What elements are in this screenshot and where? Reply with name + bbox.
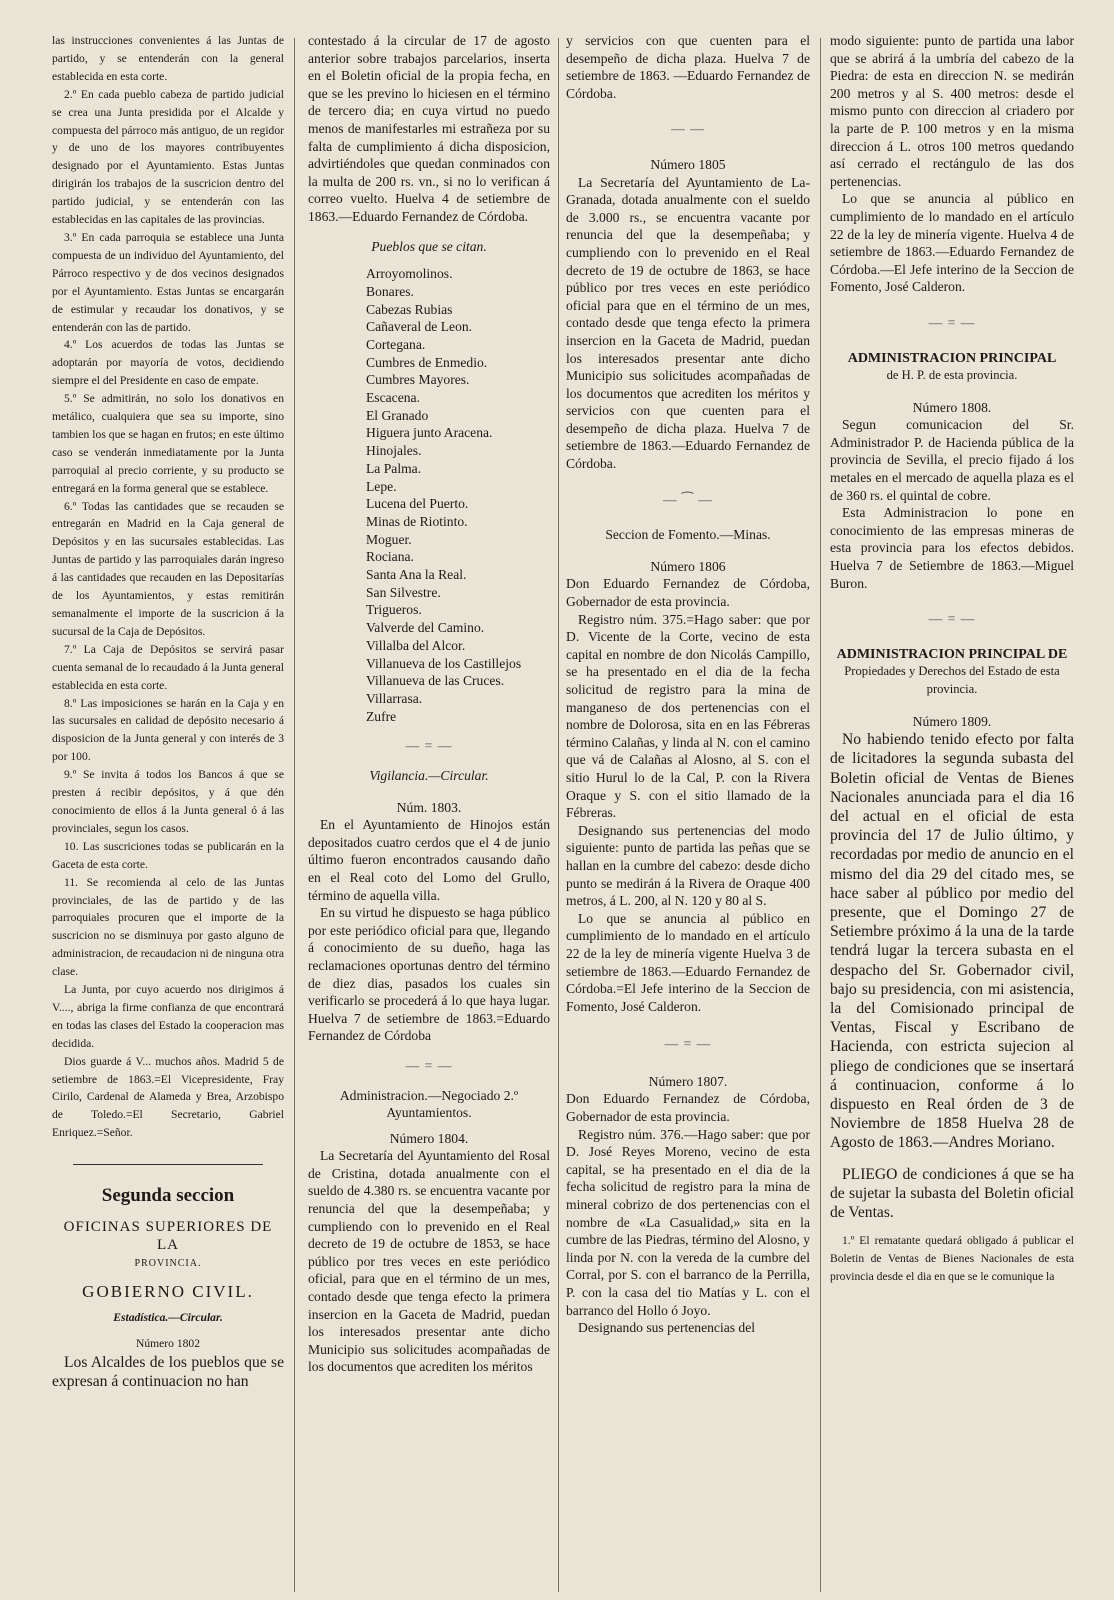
paragraph: Lo que se anuncia al público en cumplimiento de lo mandado en el artículo 22 de la ley de minería vigente. Huelva 4 de setiembre de 1863.—Eduardo Fernandez de Córdoba.—El Jefe interino de la Seccion de Fomento, José Calderon. xyxy=(830,191,1074,295)
town-item: Escacena. xyxy=(366,390,420,406)
town-item: Arroyomolinos. xyxy=(366,266,453,282)
ornament-divider: — — xyxy=(671,121,705,137)
article-item: La Junta, por cuyo acuerdo nos dirigimos á V...., abriga la firme confianza de que encontrará en todas las clases del Estado la cooperacion mas decidida. xyxy=(52,983,284,1050)
article-item: 5.º Se admitirán, no solo los donativos en metálico, cualquiera que sea su importe, sino tambien los que se hagan en frutos; en este último caso se venderán inmediatamente por la Junta parroquial al precio corriente, y su producto se entregará en la forma general que se establece. xyxy=(52,392,284,495)
ornament-divider: — = — xyxy=(405,1057,453,1073)
paragraph: Don Eduardo Fernandez de Córdoba, Gobernador de esta provincia. xyxy=(566,1091,810,1125)
notice-number: Número 1802 xyxy=(135,1336,201,1350)
paragraph: modo siguiente: punto de partida una labor que se abrirá á la umbría del cabezo de la Piedra: de esta en direccion N. se medirán 200 metros y al S. 400 metros: desde el mismo punto con direccion al criadero por la parte de P. 100 metros y en la misma direccion á L. otros 100 metros quedando así cerrado el rectángulo de las dos pertenencias. xyxy=(830,33,1074,189)
column-1 xyxy=(52,32,284,1592)
notice-number: Número 1804. xyxy=(389,1130,469,1146)
column-3 xyxy=(566,32,810,1592)
town-item: El Granado xyxy=(366,407,429,423)
ornament-divider: — = — xyxy=(664,1036,712,1052)
article-item: Dios guarde á V... muchos años. Madrid 5 de setiembre de 1863.=El Vicepresidente, Fray Cirilo, Cardenal de Alameda y Brea, Arzobispo de Toledo.=El Secretario, Gabriel Enriquez.=Señor. xyxy=(52,1054,284,1140)
town-item: Zufre xyxy=(366,708,397,724)
paragraph: No habiendo tenido efecto por falta de licitadores la segunda subasta del Boletin oficial de Ventas de Bienes Nacionales anunciada para el dia 16 del actual en el oficial de esta provincia del 17 de Julio último, y recordadas por medio de anuncio en el mismo del dia 29 del citado mes, se hace saber al público por medio del presente, que el Domingo 27 de Setiembre próximo á la una de la tarde tendrá lugar la tercera subasta en el despacho del Sr. Gobernador civil, bajo su presidencia, con mi asistencia, la del Comisionado principal de Ventas, Fiscal y Escribano de Hacienda, con estricta sujecion al pliego de condiciones que se insertará á continuacion, conforme á lo dispuesto en Real órden de 3 de Noviembre de 1858 Huelva 28 de Agosto de 1863.—Andres Moriano. xyxy=(830,731,1074,1152)
paragraph: Lo que se anuncia al público en cumplimiento de lo mandado en el artículo 22 de la ley de minería vigente Huelva 3 de setiembre de 1863.—Eduardo Fernandez de Córdoba.=El Jefe interino de la Seccion de Fomento, José Calderon. xyxy=(566,910,810,1014)
ornament-divider: — = — xyxy=(928,611,976,627)
article-item: 6.º Todas las cantidades que se recauden se entregarán en Madrid en la Caja general de Depósitos y en las sucursales establecidas. Las Juntas de partido y las parroquiales darán ingreso á las cantidades que recauden en las Depositarías de los Ayuntamientos, y estas remitirán semanalmente el importe de la suscricion á la sucursal de la Caja de Depósitos. xyxy=(52,499,284,638)
ornament-divider: — = — xyxy=(928,314,976,330)
town-item: Minas de Riotinto. xyxy=(366,513,468,529)
town-item: Hinojales. xyxy=(366,443,422,459)
paragraph: Registro núm. 375.=Hago saber: que por D. Vicente de la Corte, vecino de esta capital en nombre de don Nicolás Campillo, se ha presentado en el dia de la fecha solicitud de registro para la mina de manganeso de dos pertenencias con el nombre de Dolorosa, sita en en las Fébreras término Calañas, y linda al N. con el camino que vá de Calañas al Alosno, al S. con el sitio Hurul lo de la Cal, P. con la Rivera Oraque y S. con el sitio llamado de la Fébreras. xyxy=(566,611,810,821)
town-item: Bonares. xyxy=(366,283,414,299)
admin-heading: ADMINISTRACION PRINCIPAL xyxy=(847,350,1057,366)
notice-number: Número 1807. xyxy=(648,1073,728,1089)
section-title: Segunda seccion xyxy=(101,1185,235,1207)
office-subtitle: PROVINCIA. xyxy=(134,1257,202,1269)
town-item: Villanueva de los Castillejos xyxy=(366,655,522,671)
town-item: Lepe. xyxy=(366,478,397,494)
column-2 xyxy=(308,32,550,1592)
article-item: 11. Se recomienda al celo de las Juntas provinciales, de las de partido y de las parroquiales procuren que el importe de la suscricion no se disminuya por gasto alguno de administracion, de recaudacion ni de ninguna otra clase. xyxy=(52,875,284,979)
fomento-heading: Seccion de Fomento.—Minas. xyxy=(605,527,771,543)
town-item: Cortegana. xyxy=(366,336,426,352)
town-item: Santa Ana la Real. xyxy=(366,567,467,583)
town-item: Villanueva de las Cruces. xyxy=(366,673,505,689)
article-item: 3.º En cada parroquia se establece una Junta compuesta de un individuo del Ayuntamiento, del Párroco respectivo y de dos vecinos designados por el Ayuntamiento. Estas Juntas se encargarán de estimular y recaudar los donativos, y se entenderán con las de partido. xyxy=(52,230,284,334)
article-item: 4.º Los acuerdos de todas las Juntas se adoptarán por mayoría de votos, decidiendo siempre el del Presidente en caso de empate. xyxy=(52,338,284,388)
paragraph: Don Eduardo Fernandez de Córdoba, Gobernador de esta provincia. xyxy=(566,576,810,610)
paragraph: contestado á la circular de 17 de agosto anterior sobre trabajos parcelarios, inserta en el Boletin oficial de la propia fecha, en que se les previno lo hiciesen en el término de tercero dia; en cuya virtud no puedo menos de manifestarles mi estrañeza por su falta de cumplimiento á dicha disposicion, advirtiéndoles que quedan conminados con la multa de 200 rs. vn., si no lo verifican á correo vuelto. Huelva 4 de setiembre de 1863.—Eduardo Fernandez de Córdoba. xyxy=(308,33,550,224)
town-item: Cabezas Rubias xyxy=(366,301,453,317)
towns-heading: Pueblos que se citan. xyxy=(371,238,487,254)
paragraph: Esta Administracion lo pone en conocimiento de las empresas mineras de esta provincia para los efectos debidos. Huelva 7 de Setiembre de 1863.—Miguel Buron. xyxy=(830,505,1074,591)
paragraph: y servicios con que cuenten para el desempeño de dicha plaza. Huelva 7 de setiembre de 1863. —Eduardo Fernandez de Córdoba. xyxy=(566,33,810,101)
office-title: OFICINAS SUPERIORES DE LA xyxy=(63,1219,273,1253)
circular-heading: Estadística.—Circular. xyxy=(113,1310,223,1324)
town-item: Cumbres Mayores. xyxy=(366,372,470,388)
town-item: Cañaveral de Leon. xyxy=(366,319,473,335)
paragraph: En el Ayuntamiento de Hinojos están depositados cuatro cerdos que el 4 de junio último fueron encontrados causando daño en el Real coto del Lomo del Grullo, término de aquella villa. xyxy=(308,817,550,903)
paragraph: las instrucciones convenientes á las Juntas de partido, y se entenderán con la general establecida en esta corte. xyxy=(52,34,284,83)
article-item: 7.º La Caja de Depósitos se servirá pasar cuenta semanal de lo recaudado á la Junta general establecida en esta corte. xyxy=(52,642,284,692)
paragraph: La Secretaría del Ayuntamiento de La-Granada, dotada anualmente con el sueldo de 3.000 rs., se encuentra vacante por renuncia del que la desempeñaba; y cumpliendo con lo prevenido en el Real decreto de 19 de octubre de 1863, se hace público por tres veces en este periódico oficial para que en el término de un mes, contado desde que tenga efecto la primera insercion en la Gaceta de Madrid, puedan los interesados presentar ante dicho Municipio sus solicitudes acompañadas de los documentos que acrediten los méritos y servicios con que cuenten para el desempeño de dicha plaza. Huelva 7 de setiembre de 1863.—Eduardo Fernandez de Córdoba. xyxy=(566,174,810,472)
paragraph: Registro núm. 376.—Hago saber: que por D. José Reyes Moreno, vecino de esta capital, se ha presentado en el dia de la fecha solicitud de registro para la mina de mineral cobrizo de dos pertenencias con el nombre de «La Casualidad,» sita en la cumbre de las Piedras, término del Alosno, y linda por N. con la vereda de la cumbre del Corral, por S. con el barranco de la Perrilla, P. con la casa del tio Matías y L. con el barranco del Hollo ó Joyo. xyxy=(566,1126,810,1318)
town-item: Cumbres de Enmedio. xyxy=(366,354,488,370)
section-divider xyxy=(73,1164,263,1165)
notice-number: Número 1806 xyxy=(650,558,726,574)
notice-number: Núm. 1803. xyxy=(396,799,462,815)
admin-heading: Administracion.—Negociado 2.º Ayuntamientos. xyxy=(339,1087,519,1121)
paragraph: En su virtud he dispuesto se haga público por este periódico oficial para que, llegando á conocimiento de su dueño, haga las reclamaciones oportunas dentro del término de diez dias, pasados los cuales sin verificarlo se procederá á lo que haya lugar. Huelva 7 de setiembre de 1863.=Eduardo Fernandez de Córdoba xyxy=(308,905,550,1044)
gobierno-title: GOBIERNO CIVIL. xyxy=(82,1281,254,1301)
admin-subheading: de H. P. de esta provincia. xyxy=(886,368,1018,383)
column-4 xyxy=(830,32,1074,1592)
condition-item: 1.º El rematante quedará obligado á publicar el Boletin de Ventas de Bienes Nacionales de esta provincia desde el dia en que se le comunique la xyxy=(830,1234,1074,1284)
notice-number: Número 1809. xyxy=(912,713,992,729)
town-item: La Palma. xyxy=(366,460,422,476)
circular-heading: Vigilancia.—Circular. xyxy=(369,768,489,783)
paragraph: Los Alcaldes de los pueblos que se expresan á continuacion no han xyxy=(52,1353,284,1390)
admin-heading: ADMINISTRACION PRINCIPAL DE xyxy=(836,646,1068,662)
article-item: 9.º Se invita á todos los Bancos á que se presten á recibir depósitos, y á que dén conocimiento de ellos á la Junta general ó á las provinciales, segun los casos. xyxy=(52,768,284,835)
pliego-heading: PLIEGO de condiciones á que se ha de sujetar la subasta del Boletin oficial de Ventas. xyxy=(830,1165,1074,1222)
towns-list xyxy=(308,265,550,725)
notice-number: Número 1805 xyxy=(650,156,726,172)
paragraph: Segun comunicacion del Sr. Administrador P. de Hacienda pública de la provincia de Sevilla, el precio fijado á los metales en el mercado de aquella plaza es el de 360 rs. el quintal de cobre. xyxy=(830,417,1074,503)
town-item: San Silvestre. xyxy=(366,584,441,600)
town-item: Higuera junto Aracena. xyxy=(366,425,493,441)
town-item: Moguer. xyxy=(366,531,412,547)
paragraph: Designando sus pertenencias del modo siguiente: punto de partida las peñas que se hallan en la cumbre del cabezo: desde dicho punto se medirán á la Rivera de Oraque 400 metros, á L. 200, al N. 120 y 80 al S. xyxy=(566,822,810,909)
town-item: Rociana. xyxy=(366,549,414,565)
town-item: Villalba del Alcor. xyxy=(366,637,466,653)
article-item: 8.º Las imposiciones se harán en la Caja y en las sucursales en calidad de depósito necesario á disposicion de la Junta general y con interés de 3 por 100. xyxy=(52,696,284,764)
town-item: Villarrasa. xyxy=(366,691,423,706)
paragraph: Designando sus pertenencias del xyxy=(578,1320,756,1336)
town-item: Trigueros. xyxy=(366,602,422,618)
town-item: Valverde del Camino. xyxy=(366,620,485,636)
ornament-divider: — = — xyxy=(405,738,453,754)
article-item: 2.º En cada pueblo cabeza de partido judicial se crea una Junta presidida por el Alcalde y compuesta del párroco más antiguo, de un regidor y de uno de los mayores contribuyentes designado por el Ayuntamiento. Estas Juntas dirigirán los trabajos de la suscricion dentro del partido judicial, y se entenderán con las establecidas en las capitales de las provincias. xyxy=(52,87,284,227)
town-item: Lucena del Puerto. xyxy=(366,496,469,512)
admin-subheading: Propiedades y Derechos del Estado de esta provincia. xyxy=(844,664,1060,696)
article-item: 10. Las suscriciones todas se publicarán en la Gaceta de esta corte. xyxy=(52,839,284,871)
paragraph: La Secretaría del Ayuntamiento del Rosal de Cristina, dotada anualmente con el sueldo de 4.380 rs. se encuentra vacante por renuncia del que la desempeñaba; y cumpliendo con lo prevenido en el Real decreto de 19 de octubre de 1853, se hace público por tres veces en este periódico oficial, para que en el término de un mes, contado desde que tenga efecto la primera insercion en la Gaceta de Madrid, puedan los interesados presentar ante dicho Municipio sus solicitudes acompañadas de los documentos que acrediten los méritos xyxy=(308,1148,550,1375)
ornament-divider: — ⁀ — xyxy=(663,491,713,507)
notice-number: Número 1808. xyxy=(912,399,992,415)
